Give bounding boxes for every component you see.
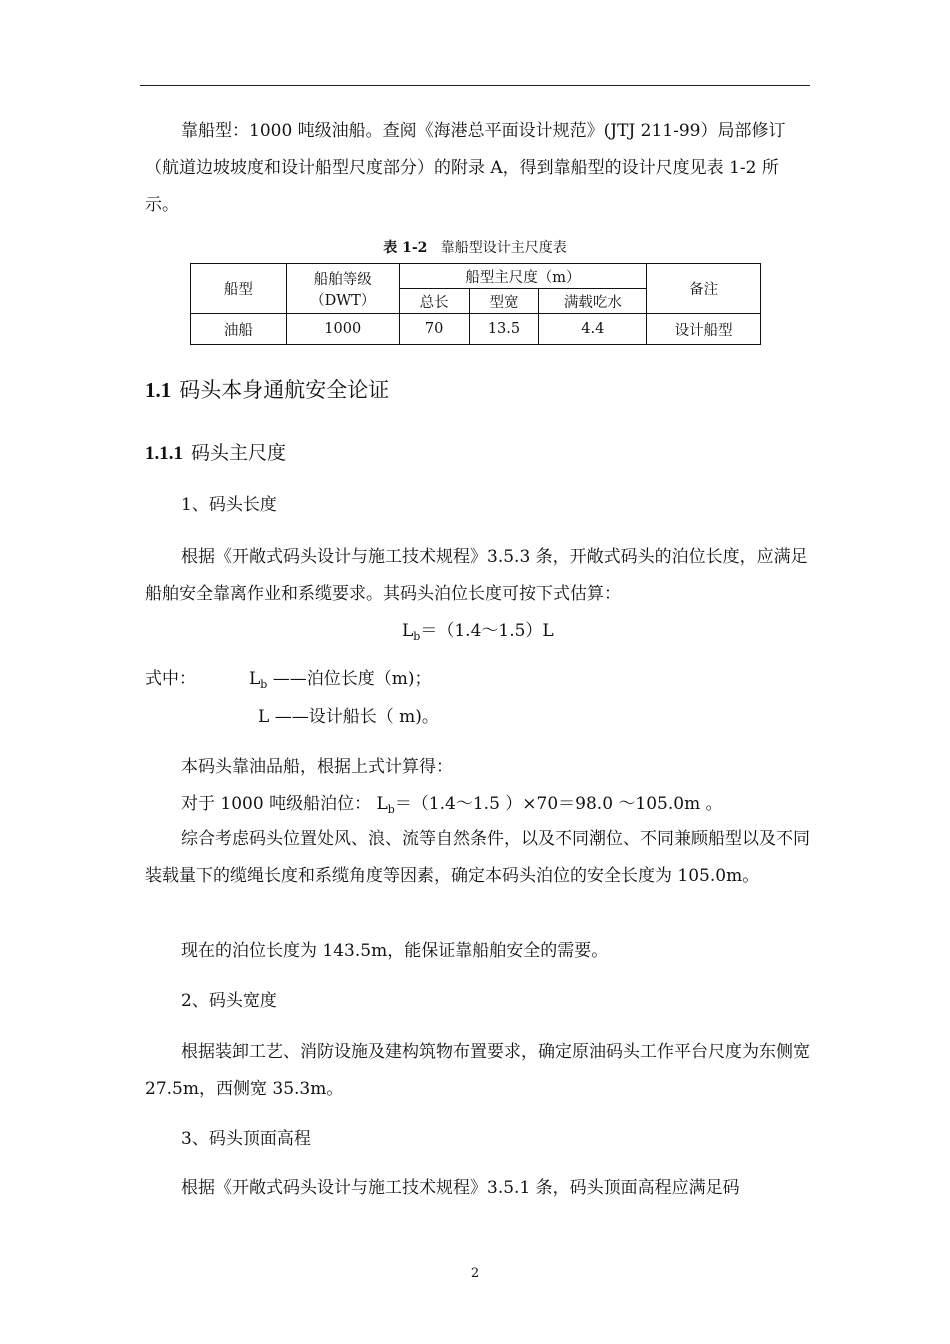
calc-pre: 对于 1000 吨级船泊位： L <box>181 794 388 814</box>
header-width: 型宽 <box>469 289 539 314</box>
para-safe-length: 综合考虑码头位置处风、浪、流等自然条件，以及不同潮位、不同兼顾船型以及不同装载量下的缆绳长度和系缆角度等因素，确定本码头泊位的安全长度为 105.0m。 <box>145 829 810 886</box>
page-number: 2 <box>470 1266 480 1281</box>
header-ship-grade <box>286 264 399 314</box>
where-lb-sub: b <box>260 678 268 691</box>
table-caption-number: 表 1-2 <box>383 240 428 256</box>
where-lb-line <box>249 669 432 695</box>
ship-dimension-table <box>190 263 761 345</box>
table-row <box>191 314 761 345</box>
cell-remark: 设计船型 <box>647 314 761 345</box>
subsection-number: 1.1.1 <box>145 443 183 464</box>
table-header-row <box>191 264 761 289</box>
formula-lhs-sub: b <box>413 630 421 643</box>
item2-title: 2、码头宽度 <box>181 991 277 1011</box>
header-draft: 满载吃水 <box>539 289 647 314</box>
calc-line <box>181 794 723 820</box>
calc-sub: b <box>387 803 395 816</box>
cell-draft: 4.4 <box>539 314 647 345</box>
header-ship-type: 船型 <box>191 264 287 314</box>
subsection-heading <box>145 440 286 467</box>
header-remark: 备注 <box>647 264 761 314</box>
formula-lhs: L <box>402 621 414 641</box>
table-caption-title: 靠船型设计主尺度表 <box>440 240 567 256</box>
subsection-title: 码头主尺度 <box>191 442 287 464</box>
cell-width: 13.5 <box>469 314 539 345</box>
para-top-elevation: 根据《开敞式码头设计与施工技术规程》3.5.1 条，码头顶面高程应满足码 <box>181 1178 740 1198</box>
header-main-dimensions: 船型主尺度（m） <box>399 264 647 289</box>
para-current-length: 现在的泊位长度为 143.5m，能保证靠船舶安全的需要。 <box>181 941 609 961</box>
header-rule <box>140 85 810 86</box>
header-ship-grade-line2: （DWT） <box>310 292 376 309</box>
table-caption <box>0 237 950 257</box>
where-lb-desc: ——泊位长度（m)； <box>267 669 432 689</box>
para-wharf-width: 根据装卸工艺、消防设施及建构筑物布置要求，确定原油码头工作平台尺度为东侧宽 27.5m，西侧宽 35.3m。 <box>145 1042 810 1099</box>
section-heading <box>145 376 389 404</box>
section-title: 码头本身通航安全论证 <box>179 378 390 402</box>
section-number: 1.1 <box>145 378 172 402</box>
item3-title: 3、码头顶面高程 <box>181 1129 311 1149</box>
where-label: 式中： <box>145 669 196 689</box>
item1-title: 1、码头长度 <box>181 495 277 515</box>
cell-ship-type: 油船 <box>191 314 287 345</box>
calc-post: ＝（1.4～1.5 ）×70＝98.0 ～105.0m 。 <box>394 794 723 814</box>
formula <box>402 621 554 647</box>
para-berth-length: 根据《开敞式码头设计与施工技术规程》3.5.3 条，开敞式码头的泊位长度，应满足船舶安全靠离作业和系缆要求。其码头泊位长度可按下式估算： <box>145 547 808 604</box>
header-length: 总长 <box>399 289 469 314</box>
calc-intro: 本码头靠油品船，根据上式计算得： <box>181 757 453 777</box>
intro-paragraph: 靠船型：1000 吨级油船。查阅《海港总平面设计规范》(JTJ 211-99）局部修订（航道边坡坡度和设计船型尺度部分）的附录 A，得到靠船型的设计尺度见表 1-2 所示。 <box>145 121 786 215</box>
where-l-line: L ——设计船长（ m)。 <box>258 707 439 727</box>
header-ship-grade-line1: 船舶等级 <box>313 271 372 288</box>
cell-length: 70 <box>399 314 469 345</box>
cell-dwt: 1000 <box>286 314 399 345</box>
formula-rhs: ＝（1.4～1.5）L <box>420 621 554 641</box>
where-lb-symbol: L <box>249 669 261 689</box>
